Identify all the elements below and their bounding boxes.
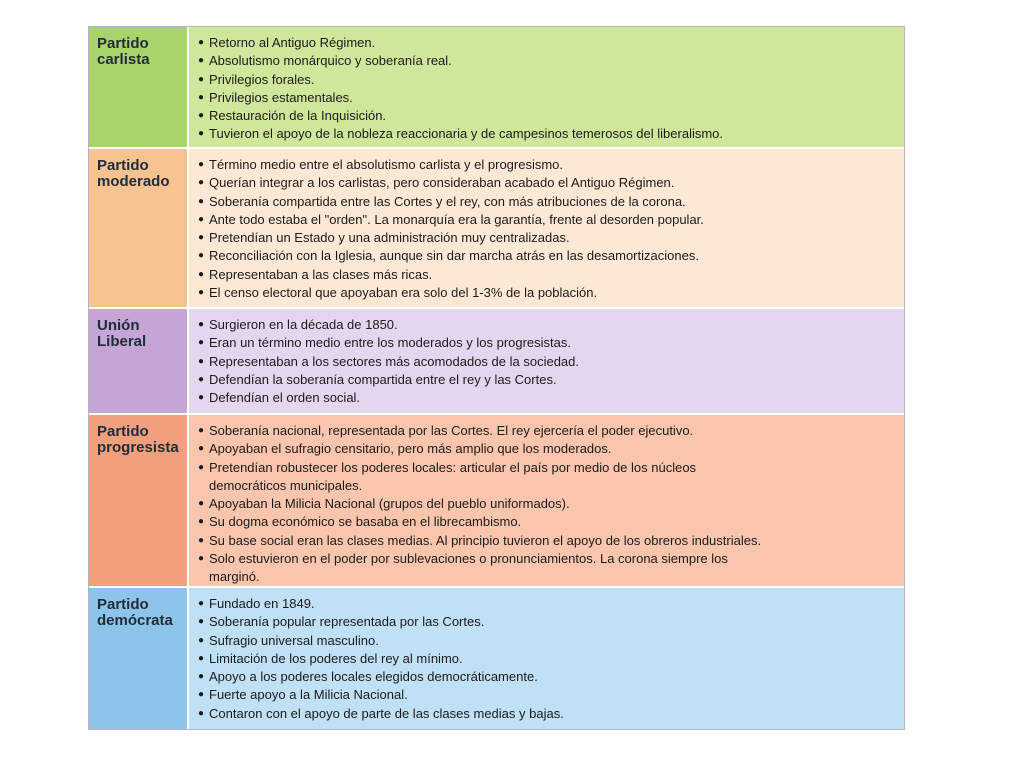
parties-table <box>88 26 905 730</box>
party-items <box>198 156 894 302</box>
party-row-democrata <box>89 588 904 729</box>
bullet-icon: ● <box>198 110 205 122</box>
list-item-text: Fundado en 1849. <box>209 596 315 611</box>
bullet-icon: ● <box>198 91 205 103</box>
list-item-text: Representaban a los sectores más acomodados de la sociedad. <box>209 353 579 369</box>
bullet-icon: ● <box>198 516 205 528</box>
bullet-icon: ● <box>198 73 205 85</box>
bullet-icon: ● <box>198 319 205 330</box>
bullet-icon: ● <box>198 425 205 436</box>
party-description <box>189 309 904 413</box>
party-items <box>198 34 894 144</box>
party-name: Partido demócrata <box>89 588 189 729</box>
list-item <box>198 89 894 107</box>
list-item <box>198 440 894 458</box>
list-item <box>198 459 894 496</box>
list-item-text: Representaban a las clases más ricas. <box>209 266 433 282</box>
list-item <box>198 334 894 352</box>
bullet-icon: ● <box>198 195 205 207</box>
list-item <box>198 532 894 550</box>
party-row-union-liberal <box>89 309 904 415</box>
list-item-text: Su dogma económico se basaba en el librecambismo. <box>209 514 522 530</box>
bullet-icon: ● <box>198 287 205 299</box>
list-item <box>198 284 894 302</box>
bullet-icon: ● <box>198 671 205 683</box>
list-item <box>198 705 894 723</box>
list-item <box>198 229 894 247</box>
list-item <box>198 595 894 613</box>
list-item <box>198 174 894 192</box>
list-item <box>198 353 894 371</box>
bullet-icon: ● <box>198 553 205 565</box>
list-item-text: Solo estuvieron en el poder por sublevaciones o pronunciamientos. La corona siempre los marginó. <box>209 551 728 585</box>
bullet-icon: ● <box>198 355 205 367</box>
bullet-icon: ● <box>198 37 205 48</box>
list-item-text: Pretendían robustecer los poderes locales: articular el país por medio de los núcleos democráticos municipales. <box>209 459 697 493</box>
list-item-text: Su base social eran las clases medias. Al principio tuvieron el apoyo de los obreros industriales. <box>209 532 762 548</box>
list-item-text: Defendían el orden social. <box>209 390 361 406</box>
list-item <box>198 156 894 174</box>
party-row-progresista <box>89 415 904 588</box>
party-name: Partido carlista <box>89 27 189 147</box>
party-description <box>189 415 904 586</box>
list-item-text: Privilegios estamentales. <box>209 89 353 105</box>
bullet-icon: ● <box>198 128 205 140</box>
list-item-text: Apoyaban la Milicia Nacional (grupos del pueblo uniformados). <box>209 496 570 512</box>
list-item-text: Soberanía popular representada por las Cortes. <box>209 614 485 630</box>
bullet-icon: ● <box>198 177 205 189</box>
bullet-icon: ● <box>198 616 205 628</box>
bullet-icon: ● <box>198 652 205 664</box>
list-item-text: Reconciliación con la Iglesia, aunque sin dar marcha atrás en las desamortizaciones. <box>209 248 699 264</box>
party-description <box>189 149 904 307</box>
list-item <box>198 193 894 211</box>
list-item <box>198 632 894 650</box>
list-item-text: Pretendían un Estado y una administración muy centralizadas. <box>209 230 570 246</box>
party-name: Unión Liberal <box>89 309 189 413</box>
bullet-icon: ● <box>198 268 205 280</box>
list-item <box>198 316 894 334</box>
list-item <box>198 513 894 531</box>
party-description <box>189 588 904 729</box>
bullet-icon: ● <box>198 707 205 719</box>
bullet-icon: ● <box>198 373 205 385</box>
list-item <box>198 686 894 704</box>
bullet-icon: ● <box>198 634 205 646</box>
list-item <box>198 125 894 143</box>
bullet-icon: ● <box>198 461 205 473</box>
party-name: Partido moderado <box>89 149 189 307</box>
list-item-text: Limitación de los poderes del rey al mínimo. <box>209 650 463 666</box>
list-item-text: Absolutismo monárquico y soberanía real. <box>209 53 452 69</box>
party-row-moderado <box>89 149 904 309</box>
list-item-text: Querían integrar a los carlistas, pero consideraban acabado el Antiguo Régimen. <box>209 175 675 191</box>
list-item-text: Surgieron en la década de 1850. <box>209 317 398 332</box>
list-item <box>198 34 894 52</box>
list-item-text: Defendían la soberanía compartida entre el rey y las Cortes. <box>209 371 557 387</box>
party-items <box>198 422 894 587</box>
list-item <box>198 495 894 513</box>
list-item <box>198 389 894 407</box>
list-item-text: Tuvieron el apoyo de la nobleza reaccionaria y de campesinos temerosos del liberalismo. <box>209 126 724 142</box>
bullet-icon: ● <box>198 159 205 170</box>
list-item-text: Privilegios forales. <box>209 71 315 87</box>
list-item <box>198 668 894 686</box>
list-item <box>198 107 894 125</box>
list-item-text: Contaron con el apoyo de parte de las clases medias y bajas. <box>209 705 564 721</box>
bullet-icon: ● <box>198 443 205 455</box>
party-row-carlista <box>89 27 904 149</box>
list-item <box>198 247 894 265</box>
bullet-icon: ● <box>198 534 205 546</box>
list-item <box>198 71 894 89</box>
bullet-icon: ● <box>198 689 205 701</box>
list-item-text: Soberanía nacional, representada por las Cortes. El rey ejercería el poder ejecutivo. <box>209 423 694 438</box>
bullet-icon: ● <box>198 598 205 609</box>
bullet-icon: ● <box>198 250 205 262</box>
list-item-text: Ante todo estaba el "orden". La monarquía era la garantía, frente al desorden popular. <box>209 211 704 227</box>
bullet-icon: ● <box>198 337 205 349</box>
bullet-icon: ● <box>198 392 205 404</box>
bullet-icon: ● <box>198 232 205 244</box>
party-name: Partido progresista <box>89 415 189 586</box>
bullet-icon: ● <box>198 498 205 510</box>
bullet-icon: ● <box>198 213 205 225</box>
list-item <box>198 550 894 587</box>
party-items <box>198 595 894 723</box>
list-item-text: Soberanía compartida entre las Cortes y el rey, con más atribuciones de la corona. <box>209 193 686 209</box>
party-items <box>198 316 894 407</box>
list-item <box>198 613 894 631</box>
bullet-icon: ● <box>198 55 205 67</box>
list-item-text: Eran un término medio entre los moderados y los progresistas. <box>209 335 572 351</box>
list-item-text: Apoyo a los poderes locales elegidos democráticamente. <box>209 669 538 685</box>
list-item <box>198 52 894 70</box>
list-item-text: Apoyaban el sufragio censitario, pero más amplio que los moderados. <box>209 441 612 457</box>
list-item-text: Restauración de la Inquisición. <box>209 108 387 124</box>
list-item-text: Sufragio universal masculino. <box>209 632 379 648</box>
list-item <box>198 211 894 229</box>
list-item <box>198 650 894 668</box>
list-item-text: Término medio entre el absolutismo carlista y el progresismo. <box>209 157 564 172</box>
list-item <box>198 422 894 440</box>
list-item-text: Fuerte apoyo a la Milicia Nacional. <box>209 687 408 703</box>
list-item-text: Retorno al Antiguo Régimen. <box>209 35 376 50</box>
list-item <box>198 371 894 389</box>
party-description <box>189 27 904 147</box>
list-item <box>198 266 894 284</box>
list-item-text: El censo electoral que apoyaban era solo del 1-3% de la población. <box>209 285 598 301</box>
